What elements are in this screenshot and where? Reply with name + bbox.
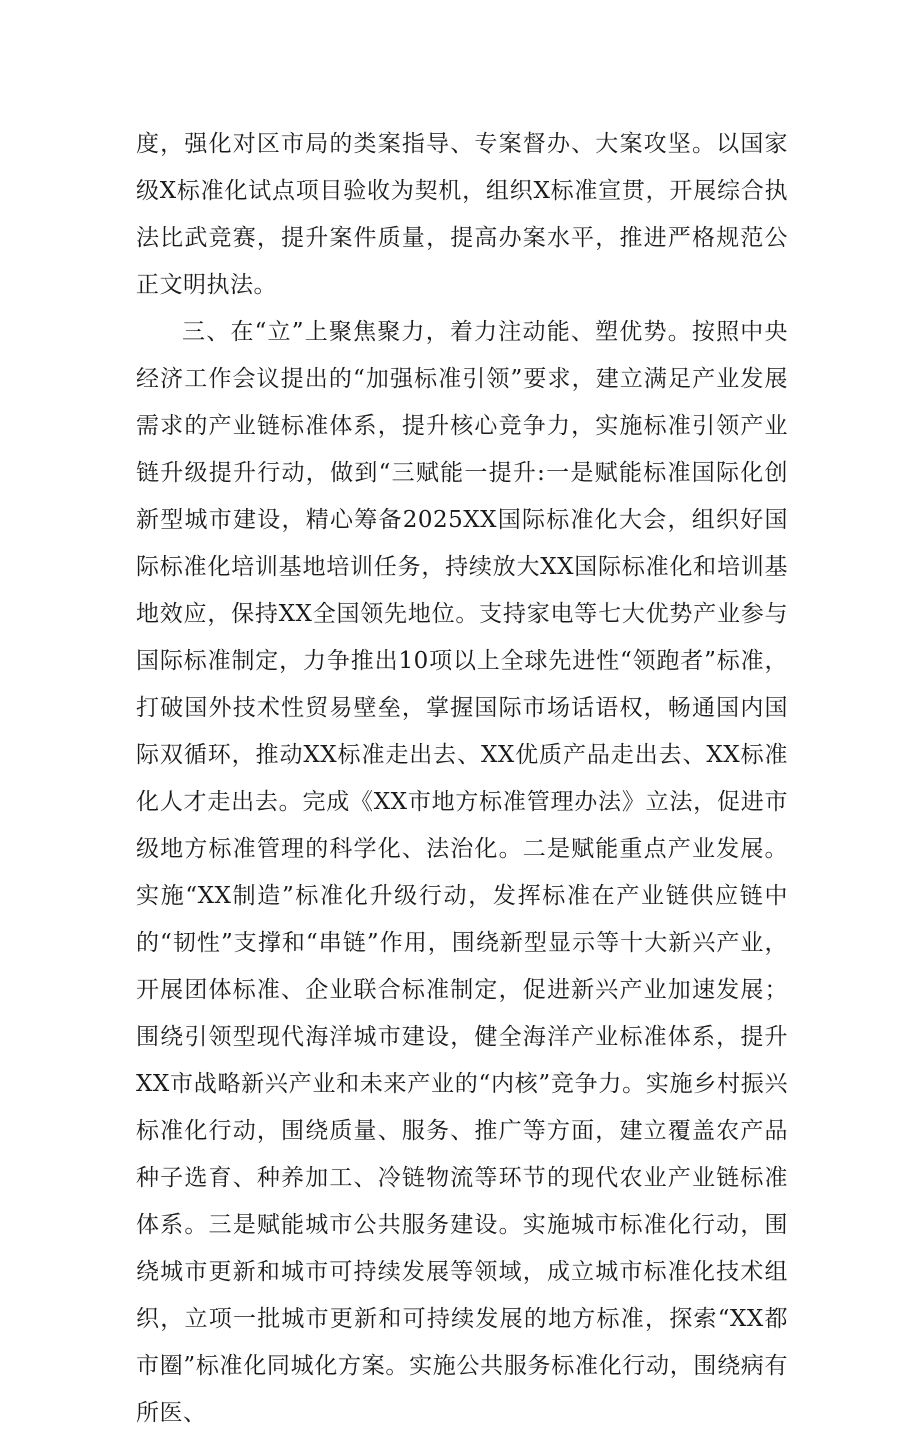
document-body	[136, 121, 788, 1437]
paragraph-section-three: 三、在“立”上聚焦聚力，着力注动能、塑优势。按照中央经济工作会议提出的“加强标准引领”要求，建立满足产业发展需求的产业链标准体系，提升核心竞争力，实施标准引领产业链升级提升行动，做到“三赋能一提升:一是赋能标准国际化创新型城市建设，精心筹备2025XX国际标准化大会，组织好国际标准化培训基地培训任务，持续放大XX国际标准化和培训基地效应，保持XX全国领先地位。支持家电等七大优势产业参与国际标准制定，力争推出10项以上全球先进性“领跑者”标准，打破国外技术性贸易壁垒，掌握国际市场话语权，畅通国内国际双循环，推动XX标准走出去、XX优质产品走出去、XX标准化人才走出去。完成《XX市地方标准管理办法》立法，促进市级地方标准管理的科学化、法治化。二是赋能重点产业发展。实施“XX制造”标准化升级行动，发挥标准在产业链供应链中的“韧性”支撑和“串链”作用，围绕新型显示等十大新兴产业，开展团体标准、企业联合标准制定，促进新兴产业加速发展；围绕引领型现代海洋城市建设，健全海洋产业标准体系，提升XX市战略新兴产业和未来产业的“内核”竞争力。实施乡村振兴标准化行动，围绕质量、服务、推广等方面，建立覆盖农产品种子选育、种养加工、冷链物流等环节的现代农业产业链标准体系。三是赋能城市公共服务建设。实施城市标准化行动，围绕城市更新和城市可持续发展等领域，成立城市标准化技术组织，立项一批城市更新和可持续发展的地方标准，探索“XX都市圈”标准化同城化方案。实施公共服务标准化行动，围绕病有所医、	[136, 319, 788, 1426]
paragraph-continuation: 度，强化对区市局的类案指导、专案督办、大案攻坚。以国家级X标准化试点项目验收为契机，组织X标准宣贯，开展综合执法比武竞赛，提升案件质量，提高办案水平，推进严格规范公正文明执法。	[136, 131, 788, 298]
